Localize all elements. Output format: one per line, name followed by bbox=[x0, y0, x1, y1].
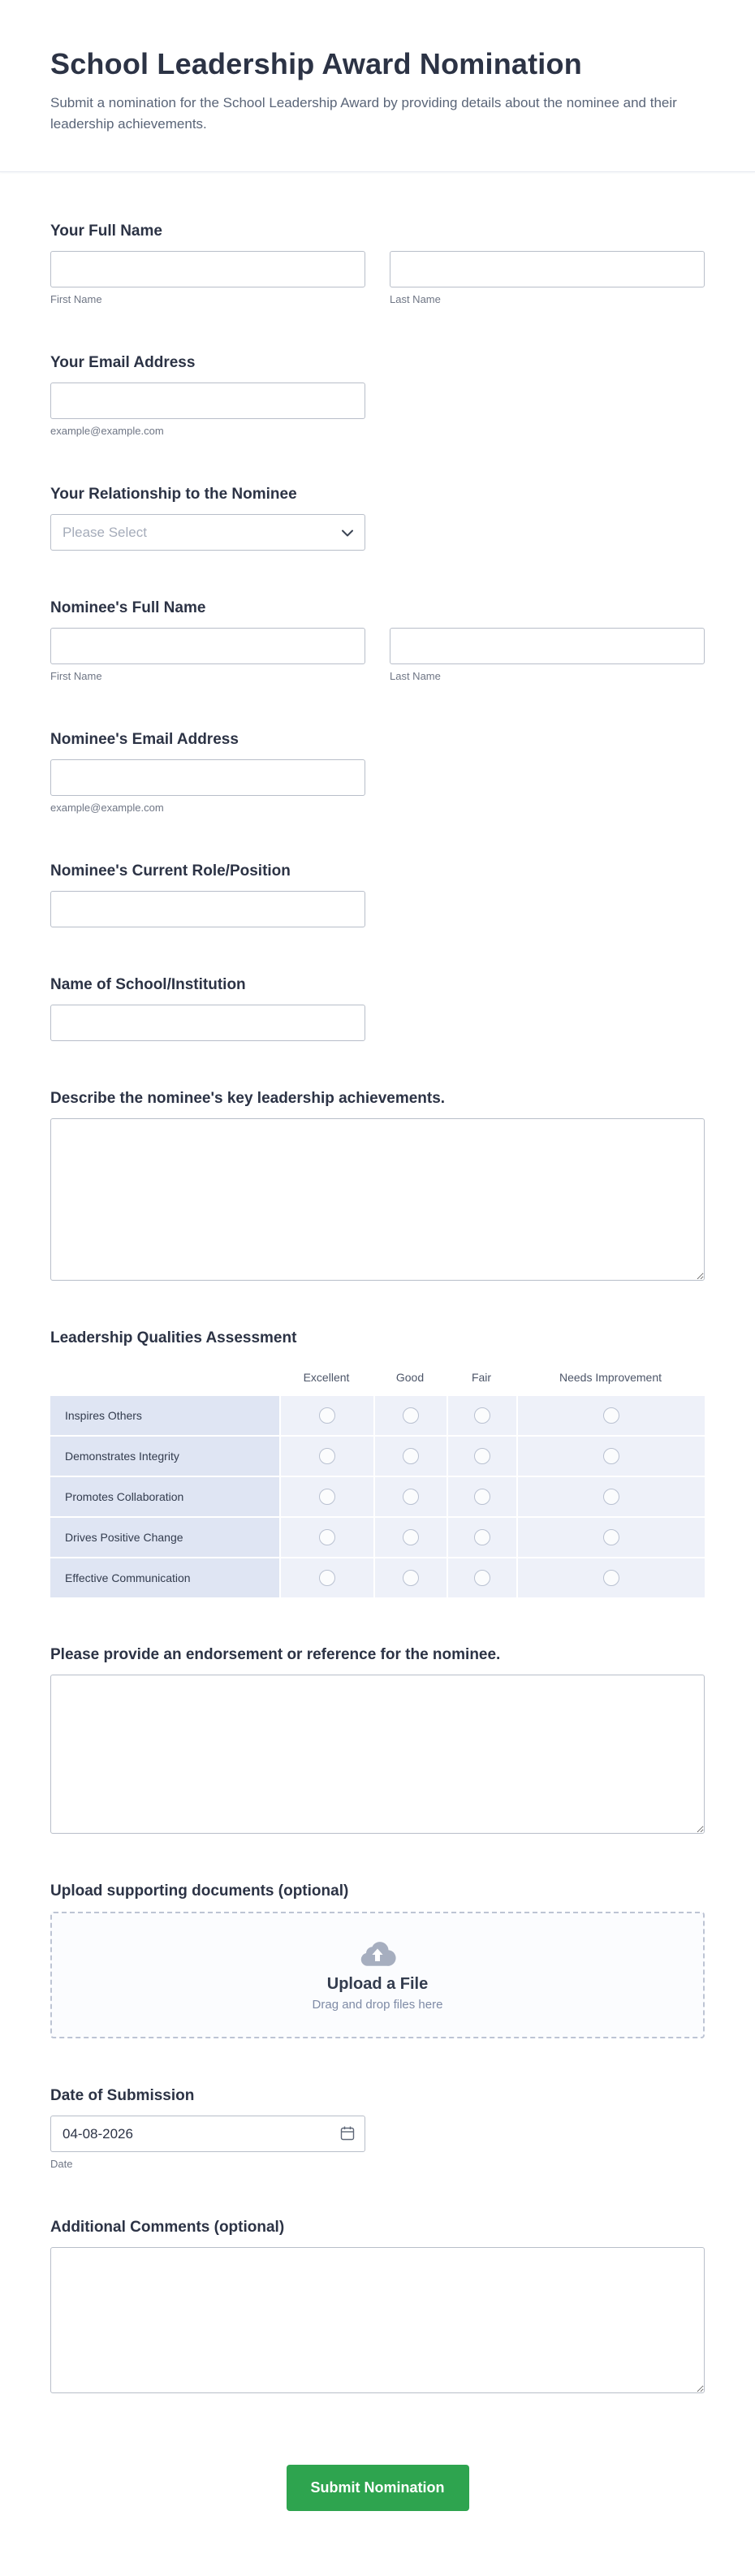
your-last-name-col bbox=[390, 251, 705, 305]
radio-inspires-others-excellent[interactable] bbox=[319, 1407, 335, 1424]
your-email-label: Your Email Address bbox=[50, 354, 196, 371]
radio-demonstrates-integrity-excellent[interactable] bbox=[319, 1448, 335, 1464]
matrix-row-label: Promotes Collaboration bbox=[50, 1476, 279, 1516]
field-achievements bbox=[50, 1090, 705, 1281]
cloud-upload-icon bbox=[359, 1939, 396, 1971]
your-name-row bbox=[50, 251, 705, 305]
matrix-row-promotes-collaboration bbox=[50, 1476, 705, 1516]
school-label: Name of School/Institution bbox=[50, 976, 246, 993]
radio-promotes-collaboration-fair[interactable] bbox=[474, 1489, 490, 1505]
your-email-sublabel: example@example.com bbox=[50, 425, 164, 437]
nominee-email-label: Nominee's Email Address bbox=[50, 731, 239, 748]
submit-button[interactable]: Submit Nomination bbox=[287, 2465, 469, 2511]
nominee-first-name-col bbox=[50, 628, 365, 682]
your-first-name-input[interactable] bbox=[50, 251, 365, 287]
matrix-wrap bbox=[50, 1360, 705, 1597]
matrix-row-label: Demonstrates Integrity bbox=[50, 1435, 279, 1476]
nominee-email-sublabel: example@example.com bbox=[50, 802, 164, 814]
radio-demonstrates-integrity-fair[interactable] bbox=[474, 1448, 490, 1464]
field-upload bbox=[50, 1882, 705, 2038]
date-wrap bbox=[50, 2116, 365, 2152]
radio-inspires-others-good[interactable] bbox=[403, 1407, 419, 1424]
radio-demonstrates-integrity-good[interactable] bbox=[403, 1448, 419, 1464]
leadership-matrix-table bbox=[50, 1360, 705, 1597]
achievements-label: Describe the nominee's key leadership achievements. bbox=[50, 1090, 446, 1107]
form-header bbox=[0, 0, 755, 172]
field-comments bbox=[50, 2219, 705, 2393]
matrix-row-inspires-others bbox=[50, 1394, 705, 1435]
nominee-last-name-input[interactable] bbox=[390, 628, 705, 664]
submit-row bbox=[50, 2465, 705, 2576]
relationship-label: Your Relationship to the Nominee bbox=[50, 486, 297, 503]
school-input[interactable] bbox=[50, 1005, 365, 1041]
upload-hint-text: Drag and drop files here bbox=[312, 1997, 443, 2012]
your-email-input[interactable] bbox=[50, 383, 365, 419]
comments-textarea[interactable] bbox=[50, 2247, 705, 2393]
radio-drives-positive-change-good[interactable] bbox=[403, 1529, 419, 1545]
matrix-corner-cell bbox=[50, 1360, 279, 1394]
field-nominee-role bbox=[50, 862, 705, 927]
radio-inspires-others-needs-improvement[interactable] bbox=[603, 1407, 619, 1424]
matrix-col-excellent: Excellent bbox=[279, 1360, 373, 1394]
field-school bbox=[50, 976, 705, 1041]
nominee-first-name-sublabel: First Name bbox=[50, 670, 102, 682]
comments-label: Additional Comments (optional) bbox=[50, 2219, 285, 2236]
matrix-col-good: Good bbox=[373, 1360, 447, 1394]
form-subtitle: Submit a nomination for the School Leadership Award by providing details about the nominee and their leadership achievements. bbox=[50, 95, 677, 132]
upload-label: Upload supporting documents (optional) bbox=[50, 1882, 349, 1900]
date-sublabel: Date bbox=[50, 2158, 73, 2170]
date-input[interactable] bbox=[50, 2116, 365, 2152]
matrix-col-needs-improvement: Needs Improvement bbox=[516, 1360, 705, 1394]
nominee-first-name-input[interactable] bbox=[50, 628, 365, 664]
radio-promotes-collaboration-good[interactable] bbox=[403, 1489, 419, 1505]
form-body bbox=[0, 172, 755, 2576]
date-label: Date of Submission bbox=[50, 2087, 195, 2104]
nominee-name-row bbox=[50, 628, 705, 682]
field-your-email bbox=[50, 354, 705, 437]
nominee-last-name-col bbox=[390, 628, 705, 682]
radio-demonstrates-integrity-needs-improvement[interactable] bbox=[603, 1448, 619, 1464]
your-full-name-label: Your Full Name bbox=[50, 223, 162, 240]
field-endorsement bbox=[50, 1646, 705, 1834]
field-date bbox=[50, 2087, 705, 2170]
chevron-down-icon bbox=[342, 525, 353, 541]
radio-inspires-others-fair[interactable] bbox=[474, 1407, 490, 1424]
matrix-label: Leadership Qualities Assessment bbox=[50, 1329, 297, 1346]
nominee-last-name-sublabel: Last Name bbox=[390, 670, 441, 682]
matrix-row-label: Drives Positive Change bbox=[50, 1516, 279, 1557]
nominee-role-label: Nominee's Current Role/Position bbox=[50, 862, 291, 880]
your-first-name-sublabel: First Name bbox=[50, 293, 102, 305]
nominee-role-input[interactable] bbox=[50, 891, 365, 927]
matrix-row-label: Inspires Others bbox=[50, 1394, 279, 1435]
field-relationship bbox=[50, 486, 705, 551]
radio-effective-communication-excellent[interactable] bbox=[319, 1570, 335, 1586]
radio-drives-positive-change-excellent[interactable] bbox=[319, 1529, 335, 1545]
field-nominee-email bbox=[50, 731, 705, 814]
endorsement-label: Please provide an endorsement or reference for the nominee. bbox=[50, 1646, 501, 1663]
radio-drives-positive-change-fair[interactable] bbox=[474, 1529, 490, 1545]
field-leadership-matrix bbox=[50, 1329, 705, 1597]
your-last-name-input[interactable] bbox=[390, 251, 705, 287]
matrix-header-row bbox=[50, 1360, 705, 1394]
your-first-name-col bbox=[50, 251, 365, 305]
matrix-row-demonstrates-integrity bbox=[50, 1435, 705, 1476]
your-last-name-sublabel: Last Name bbox=[390, 293, 441, 305]
field-your-full-name bbox=[50, 223, 705, 305]
radio-effective-communication-fair[interactable] bbox=[474, 1570, 490, 1586]
radio-promotes-collaboration-excellent[interactable] bbox=[319, 1489, 335, 1505]
field-nominee-full-name bbox=[50, 599, 705, 682]
nominee-full-name-label: Nominee's Full Name bbox=[50, 599, 206, 616]
matrix-col-fair: Fair bbox=[447, 1360, 516, 1394]
form-title: School Leadership Award Nomination bbox=[50, 47, 582, 80]
achievements-textarea[interactable] bbox=[50, 1118, 705, 1281]
matrix-row-label: Effective Communication bbox=[50, 1557, 279, 1597]
radio-promotes-collaboration-needs-improvement[interactable] bbox=[603, 1489, 619, 1505]
relationship-select-value: Please Select bbox=[63, 524, 147, 540]
relationship-select[interactable] bbox=[50, 514, 365, 551]
matrix-row-effective-communication bbox=[50, 1557, 705, 1597]
matrix-row-drives-positive-change bbox=[50, 1516, 705, 1557]
radio-drives-positive-change-needs-improvement[interactable] bbox=[603, 1529, 619, 1545]
upload-button-text: Upload a File bbox=[326, 1974, 429, 1993]
file-upload-dropzone[interactable] bbox=[50, 1912, 705, 2038]
radio-effective-communication-good[interactable] bbox=[403, 1570, 419, 1586]
radio-effective-communication-needs-improvement[interactable] bbox=[603, 1570, 619, 1586]
endorsement-textarea[interactable] bbox=[50, 1675, 705, 1834]
nominee-email-input[interactable] bbox=[50, 759, 365, 796]
